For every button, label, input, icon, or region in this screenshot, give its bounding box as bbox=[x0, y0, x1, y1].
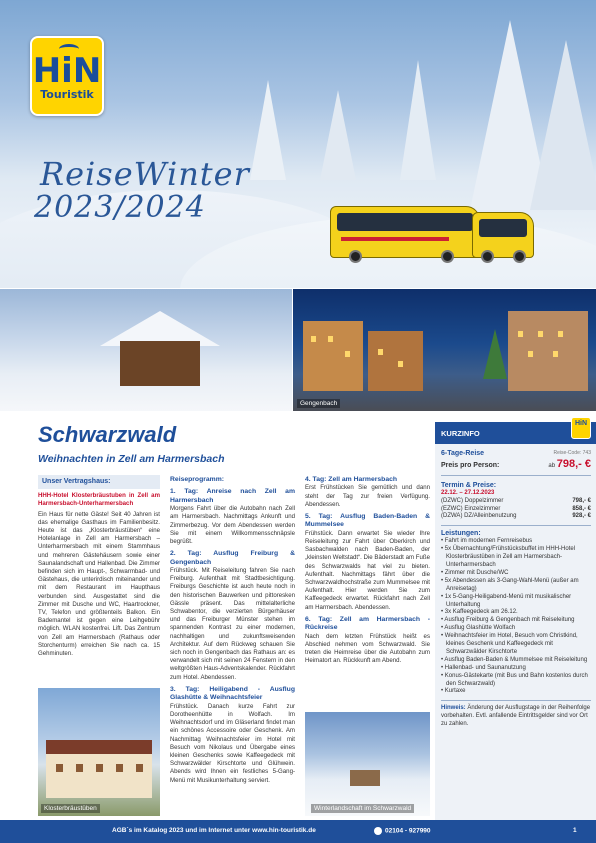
snowy-tree bbox=[400, 60, 436, 180]
service-item: • Kurtaxe bbox=[441, 688, 466, 695]
day-title: 6. Tag: Zell am Harmersbach - Rückreise bbox=[305, 615, 430, 632]
service-item: • Zimmer mit Dusche/WC bbox=[441, 569, 509, 576]
travel-dates: 22.12. – 27.12.2023 bbox=[441, 489, 495, 496]
trip-type: 6-Tage-Reise bbox=[441, 450, 485, 457]
service-item: • 1x 5-Gang-Heiligabend-Menü mit musikalischer Unterhaltung bbox=[441, 593, 572, 608]
services-title: Leistungen: bbox=[441, 530, 481, 538]
day-title: 2. Tag: Ausflug Freiburg & Gengenbach bbox=[170, 550, 295, 566]
service-item: • 3x Kaffeegedeck am 26.12. bbox=[441, 609, 518, 616]
christmas-tree-icon bbox=[483, 329, 507, 379]
logo-subtext: Touristik bbox=[40, 88, 94, 101]
program-column bbox=[170, 476, 295, 785]
service-item: • Ausflug Freiburg & Gengenbach mit Reiseleitung bbox=[441, 617, 575, 624]
hotel-name: HHH-Hotel Klosterbräustuben in Zell am Harmersbach-Unterharmersbach bbox=[38, 492, 160, 508]
services-list bbox=[441, 538, 591, 696]
hotel-description: Ein Haus für nette Gäste! Seit 40 Jahren ist das ehemalige Gasthaus im Familienbesitz. Heute ist das „Klosterbräustüben“ eine Hotelanlage in Zell am Harmersbach – Unterharmersbach mit einem Stammhaus und mehreren Gästehäusern sowie einer Saunalandschaft und Hallenbad. Die Zimmer befinden sich im Haupt-, Schwarmbad- und Gästehaus, die unterirdisch miteinander und mit dem Restaurant im Haupthaus verbunden sind. Ausgestattet sind die Zimmer mit Dusche und WC, Haartrockner, TV, Telefon und größtenteils Balkon. Ein Bademantel ist gegen eine Leihgebühr möglich. WLAN kostenfrei. Lift. Das Zentrum von Zell am Harmersbach (Rathaus oder Storchenturm) erreichen Sie nach ca. 15 Gehminuten. bbox=[38, 510, 160, 658]
coach-bus-icon bbox=[330, 206, 480, 258]
price-label: Preis pro Person: bbox=[441, 461, 500, 469]
hero-title-line2: 2023/2024 bbox=[34, 190, 206, 225]
room-row: (DZWC) Doppelzimmer 798,- € bbox=[441, 497, 591, 504]
page-subtitle: Weihnachten in Zell am Harmersbach bbox=[38, 453, 225, 465]
day-text: Frühstück. Mit Reiseleitung fahren Sie nach Freiburg. Aufenthalt mit Stadtbesichtigung. Freiburgs Geschichte ist auch heute noch in den historischen Bauwerken und pittoresken Gässle präsent. Das mittelalterliche Schwabentor, die verzierten Bürgerhäuser und das Freiburger Münster stehen im spannenden Kontrast zu einer modernen, nachhaltigen und zukunftsweisenden Architektur. Auf dem Rückweg schauen Sie sich noch in Gengenbach das Rathaus an: es verwandelt sich mit seinen 24 Fenstern in den weltgrößten Haus-Adventskalender. Rückfahrt zum Hotel. Abendessen. bbox=[170, 567, 295, 681]
day-title: 5. Tag: Ausflug Baden-Baden & Mummelsee bbox=[305, 513, 430, 529]
room-row: (EZWC) Einzelzimmer 858,- € bbox=[441, 505, 591, 512]
service-item: • 5x Abendessen als 3-Gang-Wahl-Menü (außer am Anreisetag) bbox=[441, 577, 579, 592]
snowy-tree bbox=[320, 90, 356, 180]
footer bbox=[0, 820, 596, 843]
vertragshaus-column bbox=[38, 475, 160, 658]
snowy-cabin-photo bbox=[0, 289, 292, 411]
service-item: • Fahrt im modernen Fernreisebus bbox=[441, 538, 533, 545]
snowy-tree bbox=[250, 80, 286, 180]
winter-landscape-photo bbox=[305, 712, 430, 816]
hin-logo bbox=[30, 36, 104, 116]
vertragshaus-header: Unser Vertragshaus: bbox=[38, 475, 160, 489]
kurzinfo-header: KURZINFO bbox=[435, 422, 596, 444]
day-text: Frühstück. Danach kurze Fahrt zur Dorotheenhütte in Wolfach. Im Weihnachtsdorf und im Gläserland findet man ein schönes Accessoire oder Geschenk. Am Nachmittag Weihnachtsfeier im Hotel mit Besuch vom Nikolaus und Übergabe eines kleinen Geschenks sowie Kaffeegedeck mit Schwarzwälder Kirschtorte und Glühwein. Abends wird Ihnen ein festliches 5-Gang-Menü mit Musikunterhaltung serviert. bbox=[170, 702, 295, 784]
cabin bbox=[120, 341, 200, 386]
phone-icon bbox=[374, 827, 382, 835]
program-column-2 bbox=[305, 476, 430, 665]
service-item: • Ausflug Baden-Baden & Mummelsee mit Reiseleitung bbox=[441, 656, 588, 663]
note-text: Änderung der Ausflugstage in der Reihenfolge vorbehalten. Evtl. anfallende Eintrittsgelder sind vor Ort zu zahlen. bbox=[441, 705, 591, 728]
logo-text: HiN bbox=[32, 51, 102, 91]
service-item: • Konus-Gästekarte (mit Bus und Bahn kostenlos durch den Schwarzwald) bbox=[441, 672, 588, 687]
kurzinfo-box bbox=[435, 422, 596, 820]
day-text: Frühstück. Dann erwartet Sie wieder Ihre Reiseleitung zur Fahrt über Oberkirch und Sasbachwalden nach Baden-Baden, der „kleinsten Weltstadt“. Die Bäderstadt am Fuße des Schwarzwalds hat viel zu bieten. Aufenthalt. Nachmittags fährt über die Schwarzwaldhochstraße zum Mummelsee mit Aufenthalt. Hier werden Sie zum Kaffeegedeck erwartet. Rückfahrt nach Zell am Harmersbach. Abendessen. bbox=[305, 529, 430, 611]
page-title: Schwarzwald bbox=[38, 422, 177, 447]
footer-phone: 02104 - 927990 bbox=[374, 827, 431, 835]
price-prefix: ab bbox=[548, 462, 556, 469]
day-text: Erst Frühstücken Sie gemütlich und dann steht der Tag zur freien Verfügung. Abendessen. bbox=[305, 484, 430, 508]
hin-badge: HiN bbox=[571, 417, 591, 439]
program-header: Reiseprogramm: bbox=[170, 476, 225, 483]
room-row: (DZWA) DZ/Alleinbenutzung 928,- € bbox=[441, 513, 591, 520]
day-title: 3. Tag: Heiligabend - Ausflug Glashütte & Weihnachtsfeier bbox=[170, 685, 295, 702]
page-number: 1 bbox=[573, 827, 577, 834]
hotel-photo-caption: Klosterbräustüben bbox=[41, 804, 100, 813]
footer-text[interactable]: AGB´s im Katalog 2023 und im Internet unter www.hin-touristik.de bbox=[112, 827, 316, 834]
price-value: 798,- € bbox=[556, 457, 591, 470]
service-item: • Ausflug Glashütte Wolfach bbox=[441, 625, 516, 632]
day-text: Morgens Fahrt über die Autobahn nach Zell am Harmersbach. Nachmittags Ankunft und Zimmerbezug. Vor dem Abendessen werden Sie mit einem Willkommensschnäpsle begrüßt. bbox=[170, 505, 295, 546]
logo-swirl-icon bbox=[59, 44, 79, 54]
trip-code: Reise-Code: 743 bbox=[553, 450, 591, 456]
service-item: • Weihnachtsfeier im Hotel, Besuch vom Christkind, kleines Geschenk und Kaffeegedeck mit Schwarzwälder Kirschtorte bbox=[441, 633, 578, 655]
note-label: Hinweis: bbox=[441, 705, 466, 712]
coach-bus-icon bbox=[472, 212, 534, 258]
dates-title: Termin & Preise: bbox=[441, 481, 497, 489]
landscape-photo-caption: Winterlandschaft im Schwarzwald bbox=[311, 804, 414, 813]
service-item: • Hallenbad- und Saunanutzung bbox=[441, 664, 526, 671]
hero-image bbox=[0, 0, 596, 288]
snowy-tree bbox=[530, 40, 596, 210]
hero-title-line1: ReiseWinter bbox=[40, 155, 250, 193]
service-item: • 5x Übernachtung/Frühstücksbuffet im HHH-Hotel Klosterbräustüben in Zell am Harmersbach-Unterharmersbach bbox=[441, 546, 576, 568]
day-text: Nach dem letzten Frühstück heißt es Abschied nehmen vom Schwarzwald. Sie treten die Heimreise über die Autobahn zum Heimatort an. Rückkunft am Abend. bbox=[305, 632, 430, 665]
hotel-photo bbox=[38, 688, 160, 816]
day-title: 1. Tag: Anreise nach Zell am Harmersbach bbox=[170, 488, 295, 504]
photo-caption: Gengenbach bbox=[297, 399, 340, 408]
gengenbach-night-photo bbox=[293, 289, 596, 411]
day-title: 4. Tag: Zell am Harmersbach bbox=[305, 476, 398, 483]
